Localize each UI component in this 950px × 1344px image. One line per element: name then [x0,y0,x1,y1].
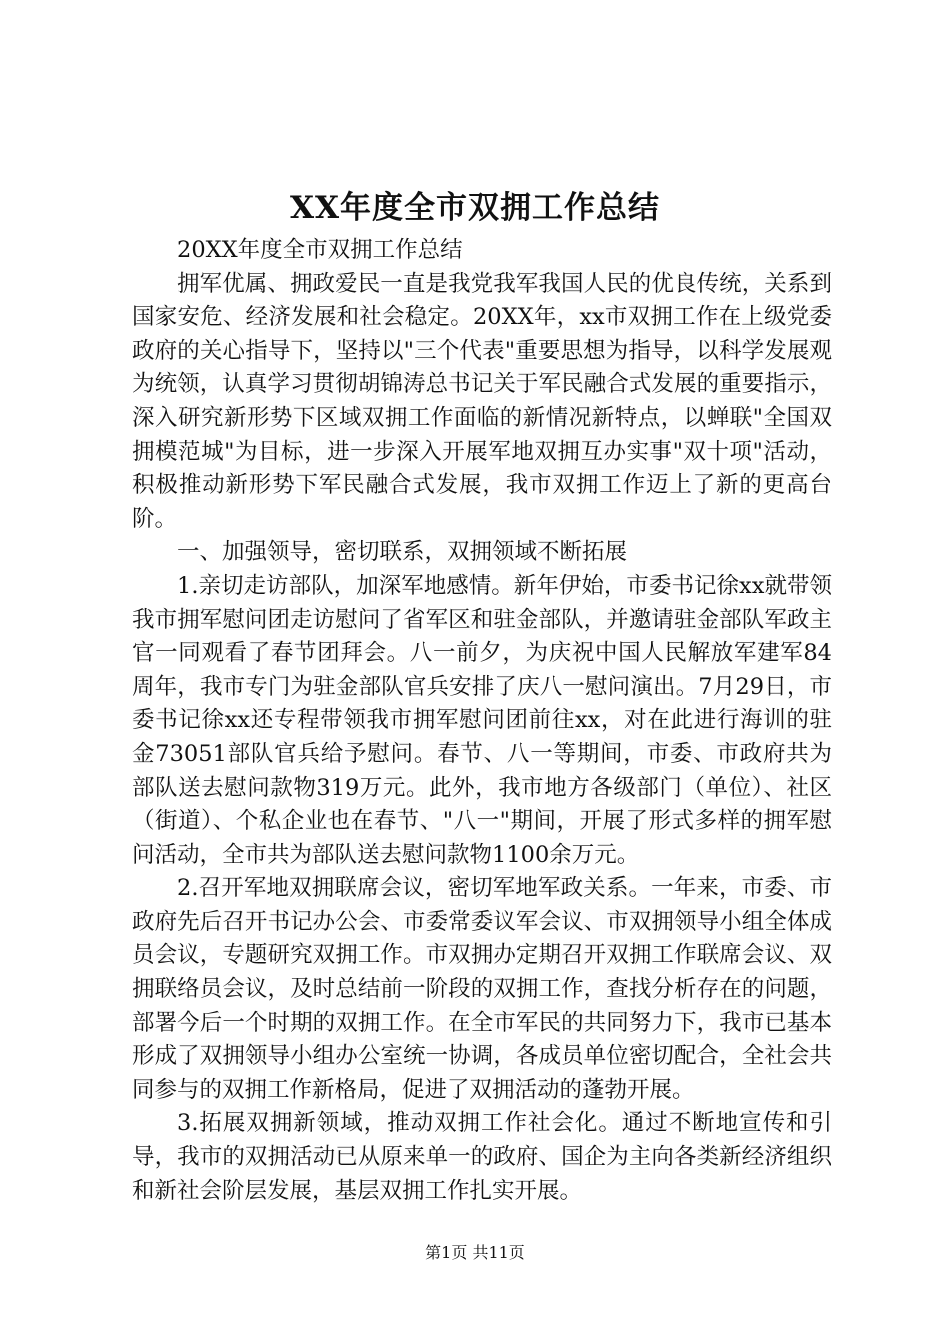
intro-paragraph: 拥军优属、拥政爱民一直是我党我军我国人民的优良传统，关系到国家安危、经济发展和社会稳定。20XX年，xx市双拥工作在上级党委政府的关心指导下，坚持以"三个代表"重要思想为指导，以科学发展观为统领，认真学习贯彻胡锦涛总书记关于军民融合式发展的重要指示，深入研究新形势下区域双拥工作面临的新情况新特点，以蝉联"全国双拥模范城"为目标，进一步深入开展军地双拥互办实事"双十项"活动，积极推动新形势下军民融合式发展，我市双拥工作迈上了新的更高台阶。 [132,270,832,532]
body-paragraph: 2.召开军地双拥联席会议，密切军地军政关系。一年来，市委、市政府先后召开书记办公会、市委常委议军会议、市双拥领导小组全体成员会议，专题研究双拥工作。市双拥办定期召开双拥工作联席会议、双拥联络员会议，及时总结前一阶段的双拥工作，查找分析存在的问题，部署今后一个时期的双拥工作。在全市军民的共同努力下，我市已基本形成了双拥领导小组办公室统一协调，各成员单位密切配合，全社会共同参与的双拥工作新格局，促进了双拥活动的蓬勃开展。 [132,875,832,1103]
document-body [132,234,832,1208]
section-heading: 一、加强领导，密切联系，双拥领域不断拓展 [177,539,628,566]
subtitle-paragraph: 20XX年度全市双拥工作总结 [177,237,463,263]
body-paragraph: 3.拓展双拥新领域，推动双拥工作社会化。通过不断地宣传和引导，我市的双拥活动已从原来单一的政府、国企为主向各类新经济组织和新社会阶层发展，基层双拥工作扎实开展。 [132,1110,832,1204]
document-title: XX年度全市双拥工作总结 [289,190,661,226]
body-paragraph: 1.亲切走访部队，加深军地感情。新年伊始，市委书记徐xx就带领我市拥军慰问团走访慰问了省军区和驻金部队，并邀请驻金部队军政主官一同观看了春节团拜会。八一前夕，为庆祝中国人民解放军建军84周年，我市专门为驻金部队官兵安排了庆八一慰问演出。7月29日，市委书记徐xx还专程带领我市拥军慰问团前往xx，对在此进行海训的驻金73051部队官兵给予慰问。春节、八一等期间，市委、市政府共为部队送去慰问款物319万元。此外，我市地方各级部门（单位）、社区（街道）、个私企业也在春节、"八一"期间，开展了形式多样的拥军慰问活动，全市共为部队送去慰问款物1100余万元。 [132,572,832,868]
page-footer: 第1页 共11页 [425,1243,525,1262]
